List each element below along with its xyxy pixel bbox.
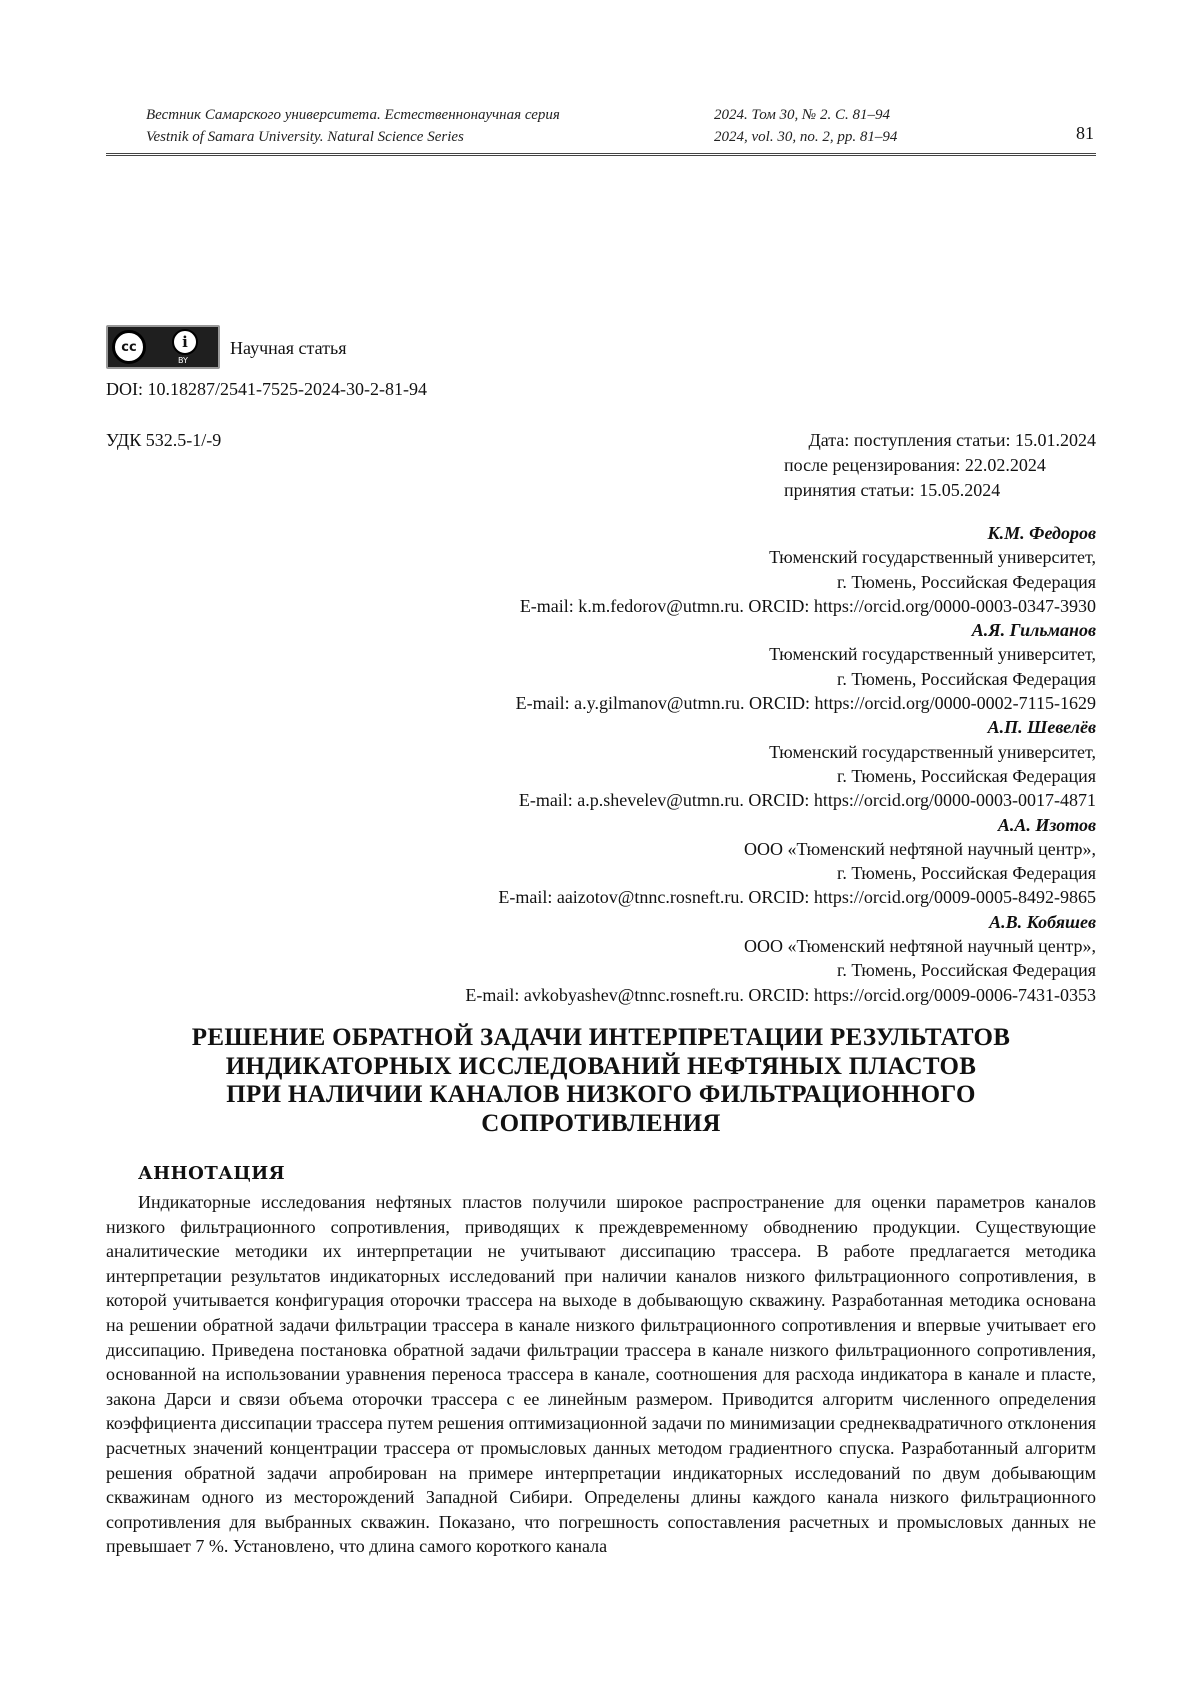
author-affiliation: ООО «Тюменский нефтяной научный центр»,: [744, 936, 1096, 957]
header-rule-top: [106, 153, 1096, 154]
author-entry: [196, 618, 1096, 715]
author-entry: [196, 813, 1096, 910]
author-entry: [196, 521, 1096, 618]
journal-name-en: Vestnik of Samara University. Natural Science Series: [146, 129, 464, 145]
author-name: К.М. Федоров: [987, 523, 1096, 543]
author-affiliation: Тюменский государственный университет,: [769, 741, 1096, 762]
author-affiliation: Тюменский государственный университет,: [769, 644, 1096, 665]
article-title: [106, 1024, 1096, 1138]
running-header: [146, 104, 560, 148]
date-received: Дата: поступления статьи: 15.01.2024: [808, 430, 1096, 450]
attribution-person-icon: i: [172, 329, 198, 355]
header-rule-bottom: [106, 155, 1096, 156]
title-line: ИНДИКАТОРНЫХ ИССЛЕДОВАНИЙ НЕФТЯНЫХ ПЛАСТОВ: [225, 1052, 977, 1080]
author-city: г. Тюмень, Российская Федерация: [836, 765, 1096, 786]
title-line: СОПРОТИВЛЕНИЯ: [481, 1109, 721, 1137]
issue-info-ru: 2024. Том 30, № 2. С. 81–94: [714, 107, 890, 123]
author-name: А.А. Изотов: [997, 814, 1096, 835]
title-line: ПРИ НАЛИЧИИ КАНАЛОВ НИЗКОГО ФИЛЬТРАЦИОННОГО: [226, 1081, 976, 1108]
udk: УДК 532.5-1/-9: [106, 430, 222, 450]
dates-block: [808, 428, 1096, 453]
author-affiliation: Тюменский государственный университет,: [769, 547, 1096, 568]
issue-info-en: 2024, vol. 30, no. 2, pp. 81–94: [714, 129, 898, 145]
author-city: г. Тюмень, Российская Федерация: [836, 668, 1096, 689]
doi[interactable]: DOI: 10.18287/2541-7525-2024-30-2-81-94: [106, 379, 427, 399]
page-number: 81: [1076, 123, 1094, 143]
author-city: г. Тюмень, Российская Федерация: [836, 863, 1096, 884]
by-label: BY: [178, 356, 188, 365]
dates-sub-block: [784, 453, 1096, 502]
issue-info: [714, 104, 897, 148]
author-name: А.В. Кобяшев: [989, 911, 1096, 932]
authors-block: [196, 521, 1096, 1007]
author-entry: [196, 715, 1096, 812]
date-reviewed: после рецензирования: 22.02.2024: [784, 455, 1046, 475]
author-entry: [196, 910, 1096, 1007]
author-contact[interactable]: E-mail: a.y.gilmanov@utmn.ru. ORCID: https://orcid.org/0000-0002-7115-1629: [515, 693, 1096, 714]
creative-commons-icon: cc: [112, 330, 146, 364]
author-city: г. Тюмень, Российская Федерация: [836, 960, 1096, 981]
author-contact[interactable]: E-mail: aaizotov@tnnc.rosneft.ru. ORCID: https://orcid.org/0009-0005-8492-9865: [498, 887, 1096, 908]
author-affiliation: ООО «Тюменский нефтяной научный центр»,: [744, 838, 1096, 859]
author-city: г. Тюмень, Российская Федерация: [836, 571, 1096, 592]
journal-name-ru: Вестник Самарского университета. Естественнонаучная серия: [146, 107, 560, 123]
article-type: Научная статья: [230, 338, 347, 358]
author-name: А.Я. Гильманов: [971, 620, 1096, 641]
author-contact[interactable]: E-mail: k.m.fedorov@utmn.ru. ORCID: https://orcid.org/0000-0003-0347-3930: [519, 595, 1096, 616]
author-contact[interactable]: E-mail: a.p.shevelev@utmn.ru. ORCID: https://orcid.org/0000-0003-0017-4871: [518, 790, 1096, 811]
abstract-heading: АННОТАЦИЯ: [138, 1163, 286, 1184]
author-name: А.П. Шевелёв: [987, 717, 1096, 738]
author-contact[interactable]: E-mail: avkobyashev@tnnc.rosneft.ru. ORCID: https://orcid.org/0009-0006-7431-0353: [465, 984, 1096, 1005]
date-accepted: принятия статьи: 15.05.2024: [784, 479, 1001, 500]
abstract-text: Индикаторные исследования нефтяных пластов получили широкое распространение для оценки параметров каналов низкого фильтрационного сопротивления, приводящих к преждевременному обводнению продукции. Существующие аналитические методики их интерпретации не учитывают диссипацию трассера. В работе предлагается методика интерпретации результатов индикаторных исследований при наличии каналов низкого фильтрационного сопротивления, в которой учитывается конфигурация оторочки трассера на выходе в добывающую скважину. Разработанная методика основана на решении обратной задачи фильтрации трассера в канале низкого фильтрационного сопротивления и впервые учитывает его диссипацию. Приведена постановка обратной задачи фильтрации трассера в канале низкого фильтрационного сопротивления, основанной на использовании уравнения переноса трассера в канале, соотношения для расхода индикатора в канале и пласте, закона Дарси и связи объема оторочки трассера с ее линейным размером. Приводится алгоритм численного определения коэффициента диссипации трассера путем решения оптимизационной задачи по минимизации среднеквадратичного отклонения расчетных значений концентрации трассера от промысловых данных методом градиентного спуска. Разработанный алгоритм решения обратной задачи апробирован на примере интерпретации индикаторных исследований по двум добывающим скважинам одного из месторождений Западной Сибири. Определены длины каждого канала низкого фильтрационного сопротивления для выбранных скважин. Показано, что погрешность сопоставления расчетных и промысловых данных не превышает 7 %. Установлено, что длина самого короткого канала: [106, 1192, 1096, 1557]
cc-by-license-badge[interactable]: [106, 325, 220, 369]
title-line: РЕШЕНИЕ ОБРАТНОЙ ЗАДАЧИ ИНТЕРПРЕТАЦИИ РЕЗУЛЬТАТОВ: [191, 1024, 1011, 1051]
